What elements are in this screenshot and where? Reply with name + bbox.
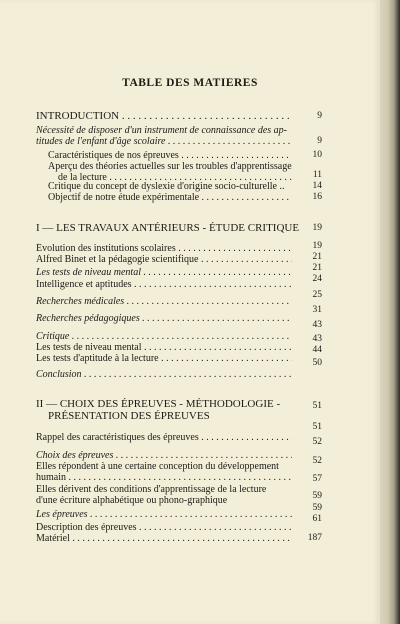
toc-entry — [36, 522, 292, 533]
toc-entry-label: Les tests de niveau mental . . . — [36, 342, 292, 353]
toc-page-number: 59 — [312, 503, 322, 513]
toc-page-number: 59 — [312, 491, 322, 501]
toc-entry-label: Rappel des caractéristiques des épreuves . . . — [36, 432, 292, 443]
toc-page-number: 187 — [307, 533, 322, 543]
toc-entry-label: Les tests d'aptitude à la lecture . . . — [36, 353, 292, 364]
toc-entry — [36, 353, 292, 364]
toc-entry — [36, 254, 292, 265]
toc-page-number: 19 — [312, 223, 322, 233]
toc-page-number: 43 — [312, 334, 322, 344]
toc-entry — [48, 161, 292, 183]
toc-entry-part-one — [36, 222, 306, 234]
toc-entry-label: II — CHOIX DES ÉPREUVES - MÉTHODOLOGIE - — [36, 398, 281, 410]
toc-page-number: 9 — [317, 111, 322, 121]
toc-entry-label-continued: de la lecture . . . — [48, 172, 292, 183]
toc-entry — [48, 192, 292, 203]
toc-entry-label: Évolution des institutions scolaires . . . — [36, 243, 292, 254]
toc-page-number: 9 — [317, 136, 322, 146]
toc-entry-label: Elles répondent à une certaine conception du développement — [36, 461, 279, 472]
toc-entry-label: Critique . . . — [36, 331, 292, 342]
toc-page-number: 21 — [312, 252, 322, 262]
toc-entry-label-continued: titudes de l'enfant d'âge scolaire . . . — [36, 136, 292, 147]
page-title: TABLE DES MATIERES — [122, 77, 258, 89]
toc-entry — [36, 267, 292, 278]
toc-entry — [48, 181, 292, 192]
toc-entry — [48, 150, 292, 161]
toc-entry — [36, 279, 292, 290]
toc-entry-label-continued: humain . . . — [36, 472, 292, 483]
toc-entry — [36, 484, 292, 506]
toc-entry-label: Aperçu des théories actuelles sur les troubles d'apprentissage — [48, 161, 292, 172]
toc-entry-label: Caractéristiques de nos épreuves . . . — [48, 150, 292, 161]
toc-entry — [36, 243, 292, 254]
toc-page-number: 61 — [312, 514, 322, 524]
toc-entry-label: INTRODUCTION . . . — [36, 110, 292, 122]
toc-page-number: 52 — [312, 437, 322, 447]
toc-entry — [36, 313, 292, 324]
toc-entry-label: Conclusion . . . — [36, 369, 292, 380]
toc-entry-label: I — LES TRAVAUX ANTÉRIEURS - ÉTUDE CRITIQUE — [36, 222, 300, 234]
toc-entry-label: Recherches médicales . . . — [36, 296, 292, 307]
toc-page-number: 11 — [312, 170, 322, 180]
toc-entry-label: Choix des épreuves . . . — [36, 450, 292, 461]
toc-page-number: 50 — [312, 358, 322, 368]
toc-page-number: 10 — [312, 150, 322, 160]
toc-entry-label: Critique du concept de dyslexie d'origine socio-culturelle .. — [48, 181, 285, 192]
toc-entry — [36, 509, 292, 520]
toc-page-number: 44 — [312, 345, 322, 355]
toc-entry — [36, 450, 292, 461]
toc-page-number: 24 — [312, 274, 322, 284]
toc-entry — [36, 369, 292, 380]
toc-entry-label: Description des épreuves . . . — [36, 522, 292, 533]
toc-page-number: 52 — [312, 456, 322, 466]
toc-entry-label-continued: PRÉSENTATION DES ÉPREUVES — [48, 410, 210, 422]
toc-entry-label: Matériel . . . — [36, 533, 292, 544]
page-edge-shadow — [380, 0, 400, 624]
toc-entry — [36, 342, 292, 353]
toc-page-number: 21 — [312, 263, 322, 273]
toc-entry — [36, 432, 292, 443]
toc-entry — [36, 125, 292, 147]
toc-entry-label: Recherches pédagogiques . . . — [36, 313, 292, 324]
toc-page-number: 14 — [312, 181, 322, 191]
toc-entry — [36, 533, 292, 544]
toc-page-number: 16 — [312, 192, 322, 202]
toc-entry-label: Les épreuves . . . — [36, 509, 292, 520]
toc-page-number: 31 — [312, 305, 322, 315]
toc-page-number: 51 — [312, 422, 322, 432]
toc-entry-label: Intelligence et aptitudes . . . — [36, 279, 292, 290]
toc-page-number: 43 — [312, 320, 322, 330]
toc-entry — [36, 296, 292, 307]
toc-entry-part-two — [36, 398, 306, 422]
toc-page-number: 57 — [312, 474, 322, 484]
toc-entry-label: Objectif de notre étude expérimentale . . . — [48, 192, 292, 203]
toc-page-number: 19 — [312, 241, 322, 251]
toc-entry-label: Elles dérivent des conditions d'apprentissage de la lecture — [36, 484, 267, 495]
toc-entry-label-continued: d'une écriture alphabétique ou phono-graphique — [36, 495, 228, 506]
toc-entry — [36, 331, 292, 342]
toc-entry-introduction — [36, 110, 292, 122]
toc-entry-label: Les tests de niveau mental . . . — [36, 267, 292, 278]
toc-entry-label: Alfred Binet et la pédagogie scientifique . . . — [36, 254, 292, 265]
toc-entry-label: Nécessité de disposer d'un instrument de connaissance des ap- — [36, 125, 287, 136]
toc-entry — [36, 461, 292, 483]
toc-page-number: 51 — [312, 401, 322, 411]
toc-page-number: 25 — [312, 290, 322, 300]
